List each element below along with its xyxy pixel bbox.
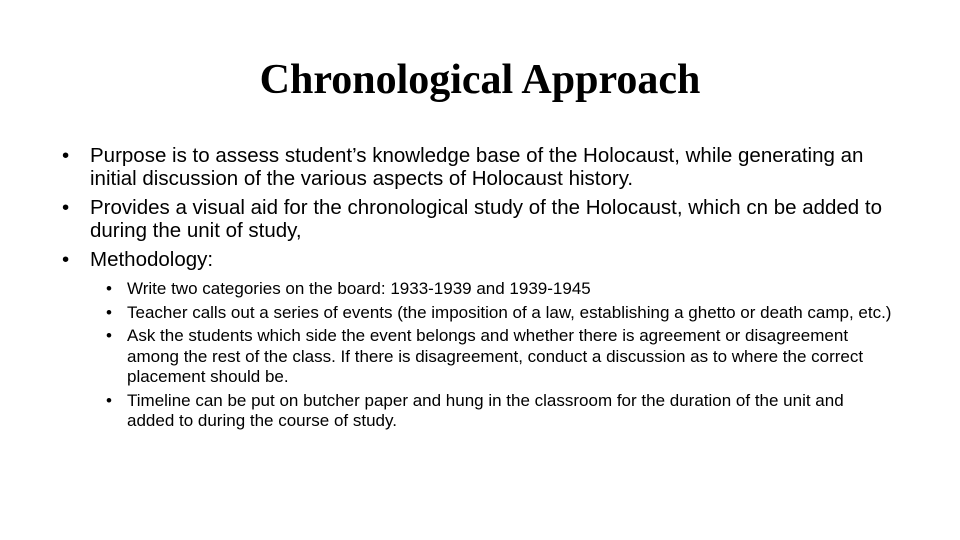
sublist-item-text: Timeline can be put on butcher paper and hung in the classroom for the duration of the unit and added to during the course of study.	[127, 390, 844, 430]
sublist-item-text: Ask the students which side the event belongs and whether there is agreement or disagreement among the rest of the class. If there is disagreement, conduct a discussion as to where the correct placement should be.	[127, 326, 864, 386]
list-item-text: Purpose is to assess student’s knowledge base of the Holocaust, while generating an initial discussion of the various aspects of Holocaust history.	[90, 144, 864, 190]
bullet-icon: •	[106, 279, 112, 298]
bullet-icon: •	[62, 144, 70, 167]
slide-body	[62, 144, 892, 438]
sublist-item	[106, 303, 892, 324]
bullet-icon: •	[106, 302, 112, 322]
list-item-purpose	[62, 144, 892, 190]
slide-title: Chronological Approach	[259, 57, 701, 103]
sublist-item	[106, 279, 892, 300]
list-item-visual-aid	[62, 196, 892, 242]
sublist-item-text: Teacher calls out a series of events (the imposition of a law, establishing a ghetto or death camp, etc.)	[127, 302, 892, 322]
sublist-item-text: Write two categories on the board: 1933-1939 and 1939-1945	[127, 279, 591, 298]
bullet-icon: •	[106, 390, 112, 410]
list-item-text: Provides a visual aid for the chronological study of the Holocaust, which cn be added to during the unit of study,	[90, 196, 882, 242]
list-item-text: Methodology:	[90, 248, 214, 271]
bullet-icon: •	[62, 196, 70, 219]
bullet-list	[62, 144, 892, 432]
bullet-icon: •	[62, 248, 70, 271]
sublist-item	[106, 326, 892, 388]
list-item-methodology	[62, 248, 892, 432]
methodology-sublist	[90, 279, 892, 432]
sublist-item	[106, 391, 892, 432]
bullet-icon: •	[106, 326, 112, 345]
